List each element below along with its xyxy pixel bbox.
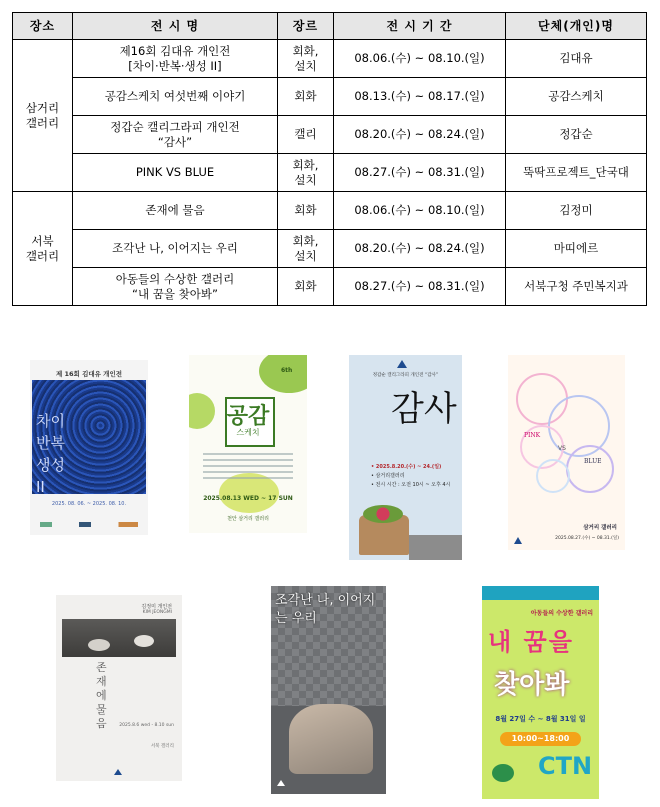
poster-fragmented (271, 586, 386, 794)
poster-logo-icon (277, 780, 285, 786)
poster-title-line-2: 찾아봐 (494, 670, 570, 700)
table-row (13, 192, 647, 230)
organizer-cell: 마띠에르 (506, 230, 647, 268)
poster-date: 2025.08.13 WED ~ 17 SUN (203, 495, 293, 502)
exhibition-schedule-table (12, 12, 647, 306)
title-cell: 존재에 물음 (73, 192, 278, 230)
period-cell: 08.20.(수) ~ 08.24.(일) (334, 230, 506, 268)
poster-word-vs: VS (558, 445, 566, 452)
venue-cell: 삼거리 갤러리 (13, 40, 73, 192)
poster-word-pink: PINK (524, 432, 541, 439)
poster-gonggam-sketch (189, 355, 307, 533)
flowers (363, 505, 403, 523)
header-title: 전 시 명 (73, 13, 278, 40)
shell-shape (88, 639, 110, 651)
title-cell: 공감스케치 여섯번째 이야기 (73, 78, 278, 116)
table-row (13, 154, 647, 192)
genre-cell: 회화 (278, 78, 334, 116)
period-cell: 08.20.(수) ~ 08.24.(일) (334, 116, 506, 154)
poster-logo-icon (114, 769, 122, 775)
poster-subheader: KIM JEONGMI (142, 610, 172, 615)
poster-logo-icon (397, 360, 407, 368)
poster-date: 2025.08.27.(수) ~ 08.31.(일) (555, 536, 619, 541)
wall-strip (409, 535, 462, 560)
word-1: 차이 (36, 412, 65, 430)
bubble-5 (536, 459, 570, 493)
header-genre: 장르 (278, 13, 334, 40)
poster-kim-daeyu (30, 360, 148, 535)
organizer-cell: 김대유 (506, 40, 647, 78)
poster-find-my-dream (482, 586, 599, 799)
period-cell: 08.27.(수) ~ 08.31.(일) (334, 268, 506, 306)
info-venue: • 삼거리갤러리 (371, 473, 405, 479)
word-3: 생성 (36, 456, 65, 474)
poster-header: 아동들의 수상한 갤러리 (530, 610, 593, 617)
table-row (13, 40, 647, 78)
poster-pink-vs-blue (508, 355, 625, 550)
poster-header-band (482, 586, 599, 600)
genre-cell: 회화, 설치 (278, 154, 334, 192)
organizer-cell: 공감스케치 (506, 78, 647, 116)
organizer-cell: 김정미 (506, 192, 647, 230)
shell-shape (134, 635, 154, 647)
period-cell: 08.06.(수) ~ 08.10.(일) (334, 192, 506, 230)
genre-cell: 회화 (278, 268, 334, 306)
title-cell: 정갑순 캘리그라피 개인전 “감사” (73, 116, 278, 154)
genre-cell: 회화, 설치 (278, 230, 334, 268)
header-venue: 장소 (13, 13, 73, 40)
organizer-cell: 뚝딱프로젝트_단국대 (506, 154, 647, 192)
poster-header: 정갑순 캘리그라피 개인전 “감사” (372, 373, 439, 378)
poster-venue: 서북 갤러리 (150, 744, 174, 749)
header-period: 전 시 기 간 (334, 13, 506, 40)
painting (62, 619, 176, 657)
poster-header: 김정미 개인전 (141, 604, 172, 610)
table-row (13, 268, 647, 306)
poster-word-blue: BLUE (584, 458, 602, 465)
poster-date: 8월 27일 수 ~ 8월 31일 일 (495, 715, 586, 723)
table-row (13, 78, 647, 116)
table-row (13, 230, 647, 268)
poster-venue: 삼거리 갤러리 (583, 525, 617, 531)
word-4: II (36, 478, 45, 496)
poster-time: 10:00~18:00 (511, 734, 570, 743)
poster-info (371, 463, 459, 490)
poster-sub-title: 스케치 (236, 428, 260, 437)
poster-date: 2025. 08. 06. ~ 2025. 08. 10. (51, 501, 127, 507)
poster-logo-icon (514, 537, 522, 544)
table-row (13, 116, 647, 154)
hands-image (289, 704, 373, 774)
word-2: 반복 (36, 434, 65, 452)
poster-title: 존재에 물음 (96, 661, 107, 730)
title-cell: PINK VS BLUE (73, 154, 278, 192)
organizer-cell: 서북구청 주민복지과 (506, 268, 647, 306)
poster-venue: 천안 삼거리 갤러리 (227, 516, 269, 522)
poster-logos (40, 522, 138, 527)
info-time: • 전시 시간 : 오전 10시 ~ 오후 4시 (371, 482, 451, 488)
poster-existence (56, 595, 182, 781)
title-cell: 조각난 나, 이어지는 우리 (73, 230, 278, 268)
poster-gamsa (349, 355, 462, 560)
poster-title-line-1: 내 꿈을 (488, 628, 574, 656)
info-date: • 2025.8.20.(수) ~ 24.(일) (371, 464, 442, 470)
genre-cell: 회화 (278, 192, 334, 230)
venue-cell: 서북 갤러리 (13, 192, 73, 306)
green-blob-top (259, 355, 307, 393)
title-cell: 제16회 김대유 개인전 [차이·반복·생성 II] (73, 40, 278, 78)
header-organizer: 단체(개인)명 (506, 13, 647, 40)
poster-big-title: 공감 (226, 404, 270, 429)
genre-cell: 회화, 설치 (278, 40, 334, 78)
artist-list (203, 453, 293, 483)
table-header-row (13, 13, 647, 40)
period-cell: 08.13.(수) ~ 08.17.(일) (334, 78, 506, 116)
organizer-cell: 정갑순 (506, 116, 647, 154)
poster-title: 조각난 나, 이어지는 우리 (275, 593, 376, 626)
title-cell: 아동들의 수상한 갤러리 “내 꿈을 찾아봐” (73, 268, 278, 306)
poster-date: 2025.8.6 wed - 8.10 sun (119, 723, 174, 728)
poster-big-title: 감사 (391, 389, 457, 429)
poster-logo: CTN (538, 752, 593, 780)
poster-header: 제 16회 김대유 개인전 (55, 370, 123, 378)
bubble-4 (566, 445, 614, 493)
poster-title-stack (36, 410, 86, 498)
poster-logo-icon (492, 764, 514, 782)
period-cell: 08.27.(수) ~ 08.31.(일) (334, 154, 506, 192)
period-cell: 08.06.(수) ~ 08.10.(일) (334, 40, 506, 78)
genre-cell: 캘리 (278, 116, 334, 154)
poster-edition: 6th (281, 367, 293, 374)
